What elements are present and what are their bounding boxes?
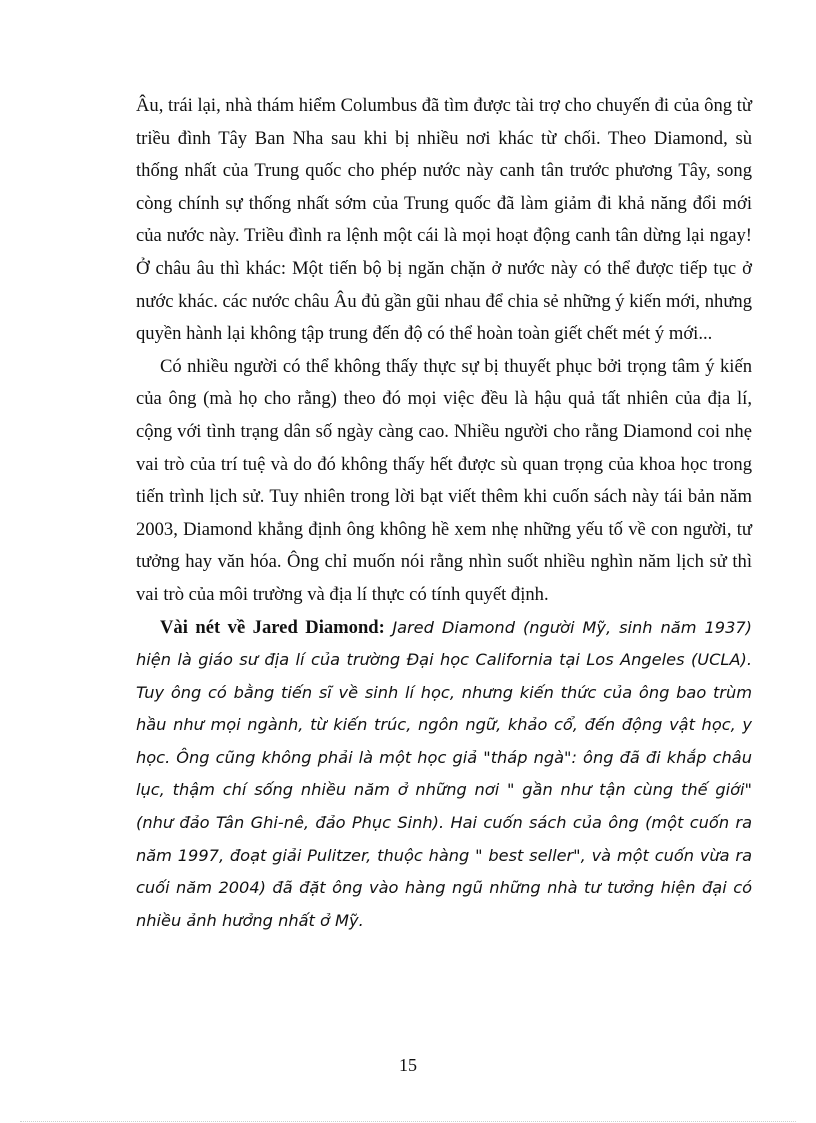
author-bio-heading: Vài nét về Jared Diamond:: [160, 616, 385, 638]
paragraph-columbus: Âu, trái lại, nhà thám hiểm Columbus đã tìm được tài trợ cho chuyến đi của ông từ triều đình Tây Ban Nha sau khi bị nhiều nơi khác từ chối. Theo Diamond, sù thống nhất của Trung quốc cho phép nước này canh tân trước phương Tây, song còng chính sự thống nhất sớm của Trung quốc đã làm giảm đi khả năng đổi mới của nước này. Triều đình ra lệnh một cái là mọi hoạt động canh tân dừng lại ngay! Ở châu âu thì khác: Một tiến bộ bị ngăn chặn ở nước này có thể được tiếp tục ở nước khác. các nước châu Âu đủ gần gũi nhau để chia sẻ những ý kiến mới, nhưng quyền hành lại không tập trung đến độ có thể hoàn toàn giết chết mét ý mới...: [136, 95, 752, 345]
paragraph-criticism: Có nhiều người có thể không thấy thực sự bị thuyết phục bởi trọng tâm ý kiến của ông (mà họ cho rằng) theo đó mọi việc đều là hậu quả tất nhiên của địa lí, cộng với tình trạng dân số ngày càng cao. Nhiều người cho rằng Diamond coi nhẹ vai trò của trí tuệ và do đó không thấy hết được sù quan trọng của khoa học trong tiến trình lịch sử. Tuy nhiên trong lời bạt viết thêm khi cuốn sách này tái bản năm 2003, Diamond khẳng định ông không hề xem nhẹ những yếu tố về con người, tư tưởng hay văn hóa. Ông chỉ muốn nói rằng nhìn suốt nhiều nghìn năm lịch sử thì vai trò của môi trường và địa lí thực có tính quyết định.: [136, 355, 752, 605]
author-bio-text: Jared Diamond (người Mỹ, sinh năm 1937) hiện là giáo sư địa lí của trường Đại học California tại Los Angeles (UCLA). Tuy ông có bằng tiến sĩ về sinh lí học, nhưng kiến thức của ông bao trùm hầu như mọi ngành, từ kiến trúc, ngôn ngữ, khảo cổ, đến động vật học, y học. Ông cũng không phải là một học giả "tháp ngà": ông đã đi khắp châu lục, thậm chí sống nhiều năm ở những nơi " gần như tận cùng thế giới" (như đảo Tân Ghi-nê, đảo Phục Sinh). Hai cuốn sách của ông (một cuốn ra năm 1997, đoạt giải Pulitzer, thuộc hàng " best seller", và một cuốn vừa ra cuối năm 2004) đã đặt ông vào hàng ngũ những nhà tư tưởng hiện đại có nhiều ảnh hưởng nhất ở Mỹ.: [136, 617, 752, 930]
body-text: [136, 90, 752, 937]
paragraph-author-bio: [136, 612, 752, 938]
page-number: 15: [399, 1055, 417, 1075]
page-bottom-divider: [20, 1121, 796, 1122]
